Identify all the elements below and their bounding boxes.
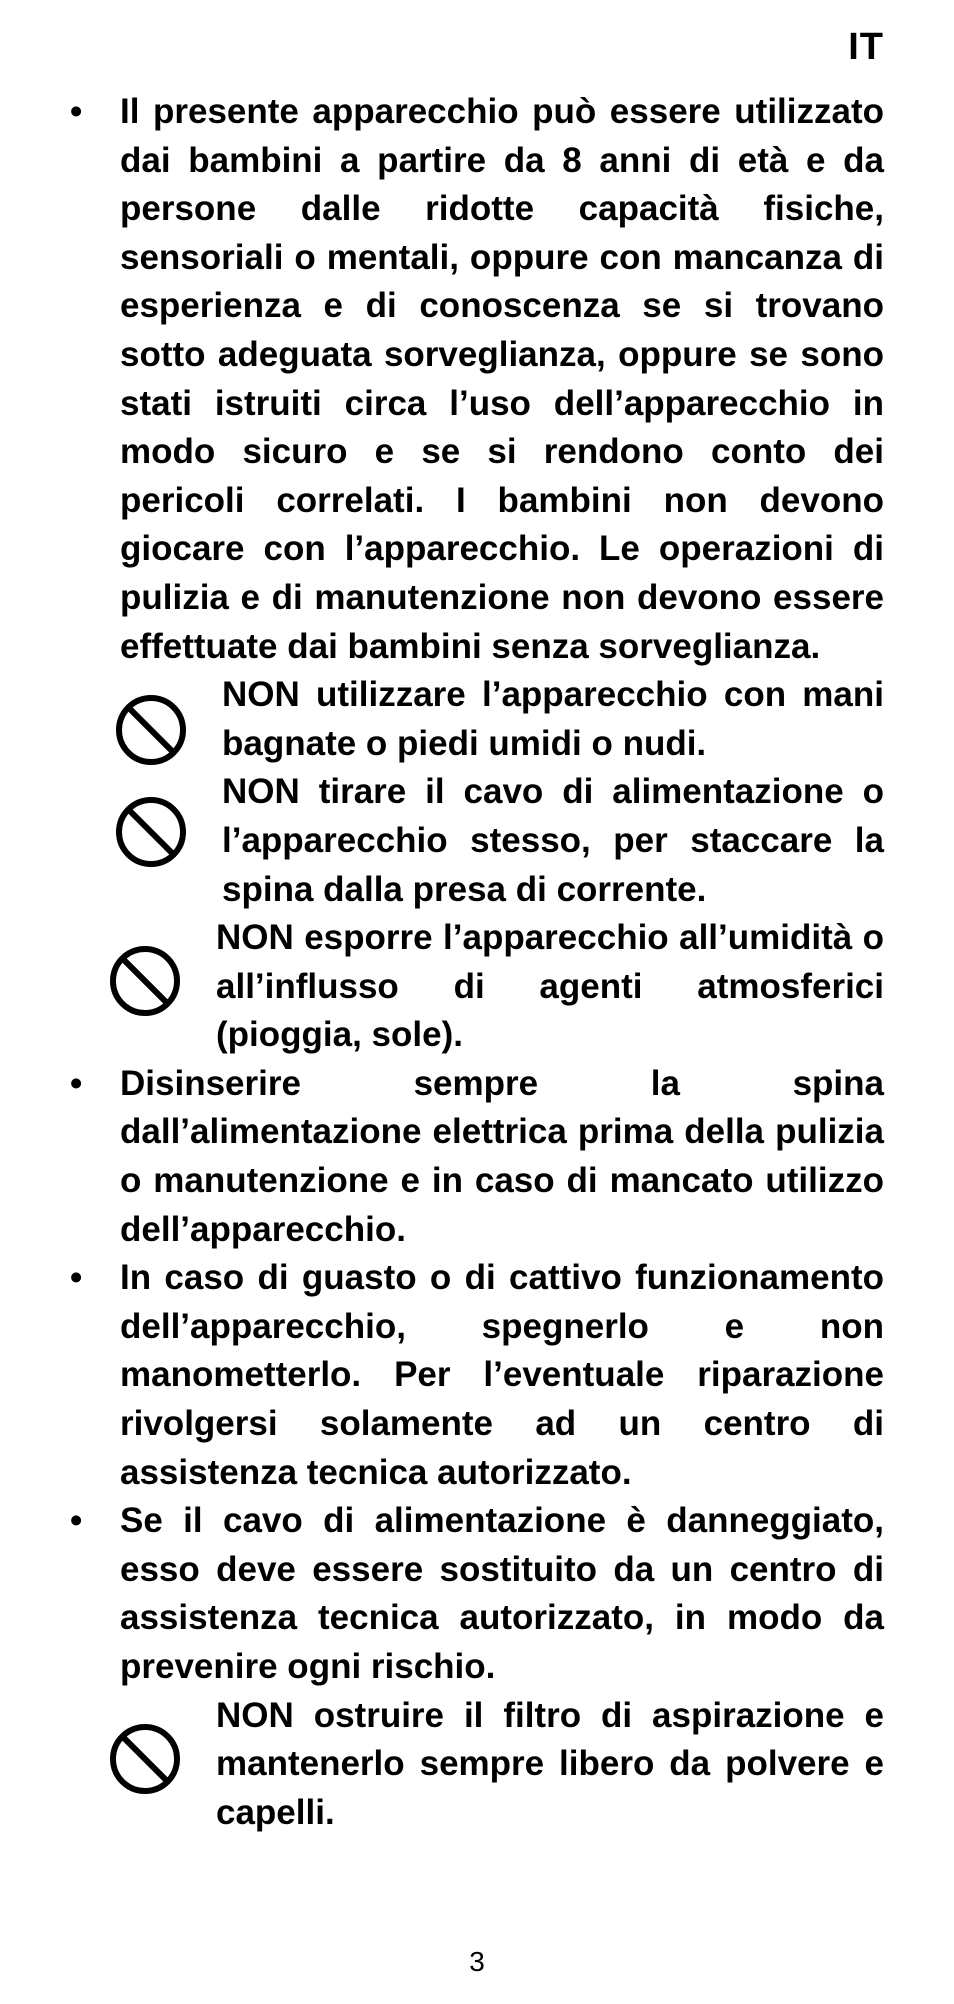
bullet-item-fault (70, 1254, 884, 1497)
bullet-item-damaged-cable (70, 1497, 884, 1691)
intro-paragraph: Il presente apparecchio può essere utilizzato dai bambini a partire da 8 anni di età e da persone dalle ridotte capacità fisiche, sensoriali o mentali, oppure con mancanza di esperienza e di conoscenza se si trovano sotto adeguata sorveglianza, oppure se sono stati istruiti circa l’uso dell’apparecchio in modo sicuro e se si rendono conto dei pericoli correlati. I bambini non devono giocare con l’apparecchio. Le operazioni di pulizia e di manutenzione non devono essere effettuate dai bambini senza sorveglianza. (120, 92, 884, 666)
language-code: IT (848, 26, 884, 68)
warning-wet-hands-text: NON utilizzare l’apparecchio con mani bagnate o piedi umidi o nudi. (222, 675, 884, 763)
warning-pull-cable (70, 768, 884, 914)
warning-humidity (70, 914, 884, 1060)
prohibition-icon (114, 795, 188, 869)
bullet-marker: • (70, 1258, 83, 1298)
prohibition-icon (108, 944, 182, 1018)
warning-wet-hands (70, 671, 884, 768)
warning-filter-text: NON ostruire il filtro di aspirazione e mantenerlo sempre libero da polvere e capelli. (216, 1695, 884, 1832)
prohibition-icon (114, 693, 188, 767)
bullet-item-unplug (70, 1060, 884, 1254)
bullet-item-intro (70, 88, 884, 671)
warning-humidity-text: NON esporre l’apparecchio all’umidità o all’influsso di agenti atmosferici (pioggia, sole). (216, 918, 884, 1055)
bullet-marker: • (70, 92, 83, 131)
fault-paragraph: In caso di guasto o di cattivo funzionamento dell’apparecchio, spegnerlo e non manometterlo. Per l’eventuale riparazione rivolgersi solamente ad un centro di assistenza tecnica autorizzato. (120, 1258, 884, 1492)
bullet-marker: • (70, 1501, 83, 1541)
warning-filter (70, 1692, 884, 1838)
safety-instructions (70, 88, 884, 1837)
bullet-marker: • (70, 1063, 83, 1103)
damaged-cable-paragraph: Se il cavo di alimentazione è danneggiato, esso deve essere sostituito da un centro di assistenza tecnica autorizzato, in modo da prevenire ogni rischio. (120, 1501, 884, 1686)
page-number: 3 (469, 1946, 485, 1977)
unplug-paragraph: Disinserire sempre la spina dall’alimentazione elettrica prima della pulizia o manutenzione e in caso di mancato utilizzo dell’apparecchio. (120, 1063, 884, 1249)
warning-pull-cable-text: NON tirare il cavo di alimentazione o l’apparecchio stesso, per staccare la spina dalla presa di corrente. (222, 772, 884, 909)
prohibition-icon (108, 1722, 182, 1796)
